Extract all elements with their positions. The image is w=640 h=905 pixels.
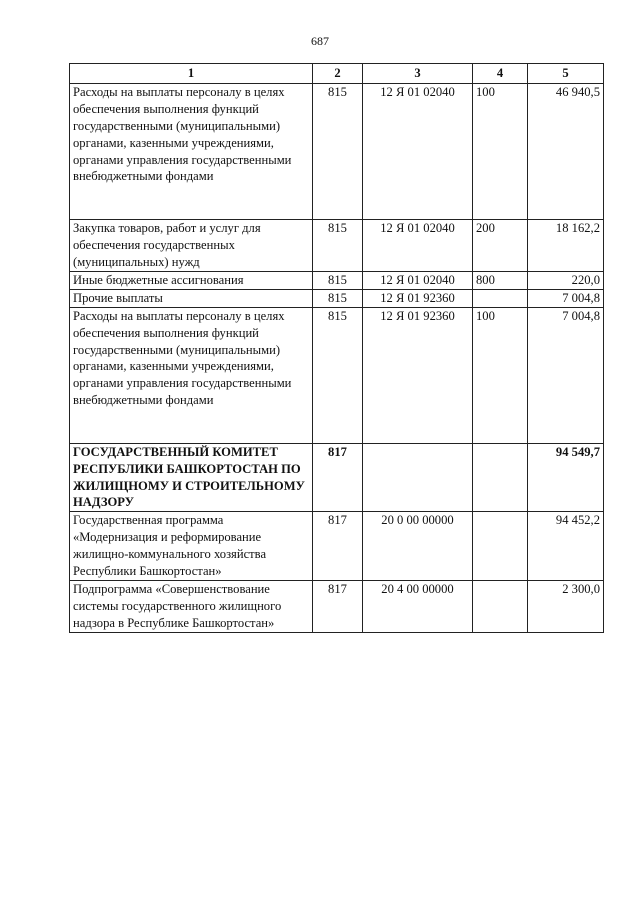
amount-cell: 7 004,8	[528, 289, 604, 307]
amount-cell: 94 452,2	[528, 512, 604, 581]
expense-name-cell: Прочие выплаты	[70, 289, 313, 307]
target-item-cell: 20 0 00 00000	[363, 512, 473, 581]
budget-table	[69, 63, 604, 633]
column-header: 3	[363, 64, 473, 84]
table-row	[70, 219, 604, 271]
target-item-cell: 12 Я 01 92360	[363, 289, 473, 307]
expense-name-cell: Подпрограмма «Совершенствование системы государственного жилищного надзора в Республике Башкортостан»	[70, 580, 313, 632]
amount-cell: 46 940,5	[528, 83, 604, 219]
table-row	[70, 580, 604, 632]
expense-name-cell: ГОСУДАРСТВЕННЫЙ КОМИТЕТ РЕСПУБЛИКИ БАШКОРТОСТАН ПО ЖИЛИЩНОМУ И СТРОИТЕЛЬНОМУ НАДЗОРУ	[70, 443, 313, 512]
column-header: 4	[473, 64, 528, 84]
column-header: 1	[70, 64, 313, 84]
ministry-code-cell: 815	[313, 307, 363, 443]
page-number: 687	[311, 34, 329, 48]
ministry-code-cell: 815	[313, 219, 363, 271]
expense-name-cell: Иные бюджетные ассигнования	[70, 271, 313, 289]
target-item-cell: 12 Я 01 02040	[363, 83, 473, 219]
table-row	[70, 289, 604, 307]
amount-cell: 7 004,8	[528, 307, 604, 443]
column-header: 5	[528, 64, 604, 84]
expense-type-cell: 200	[473, 219, 528, 271]
target-item-cell: 12 Я 01 02040	[363, 271, 473, 289]
table-row	[70, 271, 604, 289]
target-item-cell: 20 4 00 00000	[363, 580, 473, 632]
table-row	[70, 443, 604, 512]
amount-cell: 220,0	[528, 271, 604, 289]
target-item-cell	[363, 443, 473, 512]
ministry-code-cell: 815	[313, 289, 363, 307]
expense-type-cell	[473, 443, 528, 512]
ministry-code-cell: 817	[313, 580, 363, 632]
expense-type-cell: 100	[473, 83, 528, 219]
ministry-code-cell: 815	[313, 271, 363, 289]
target-item-cell: 12 Я 01 92360	[363, 307, 473, 443]
amount-cell: 94 549,7	[528, 443, 604, 512]
expense-type-cell: 800	[473, 271, 528, 289]
expense-name-cell: Расходы на выплаты персоналу в целях обеспечения выполнения функций государственными (муниципальными) органами, казенными учреждениями, органами управления государственными внебюджетными фондами	[70, 307, 313, 443]
expense-name-cell: Закупка товаров, работ и услуг для обеспечения государственных (муниципальных) нужд	[70, 219, 313, 271]
amount-cell: 18 162,2	[528, 219, 604, 271]
amount-cell: 2 300,0	[528, 580, 604, 632]
header-row	[70, 64, 604, 84]
expense-name-cell: Государственная программа «Модернизация и реформирование жилищно-коммунального хозяйства Республики Башкортостан»	[70, 512, 313, 581]
expense-type-cell	[473, 289, 528, 307]
ministry-code-cell: 817	[313, 512, 363, 581]
expense-type-cell	[473, 512, 528, 581]
ministry-code-cell: 815	[313, 83, 363, 219]
ministry-code-cell: 817	[313, 443, 363, 512]
expense-type-cell	[473, 580, 528, 632]
expense-name-cell: Расходы на выплаты персоналу в целях обеспечения выполнения функций государственными (муниципальными) органами, казенными учреждениями, органами управления государственными внебюджетными фондами	[70, 83, 313, 219]
table-row	[70, 83, 604, 219]
target-item-cell: 12 Я 01 02040	[363, 219, 473, 271]
table-row	[70, 307, 604, 443]
table-row	[70, 512, 604, 581]
expense-type-cell: 100	[473, 307, 528, 443]
column-header: 2	[313, 64, 363, 84]
